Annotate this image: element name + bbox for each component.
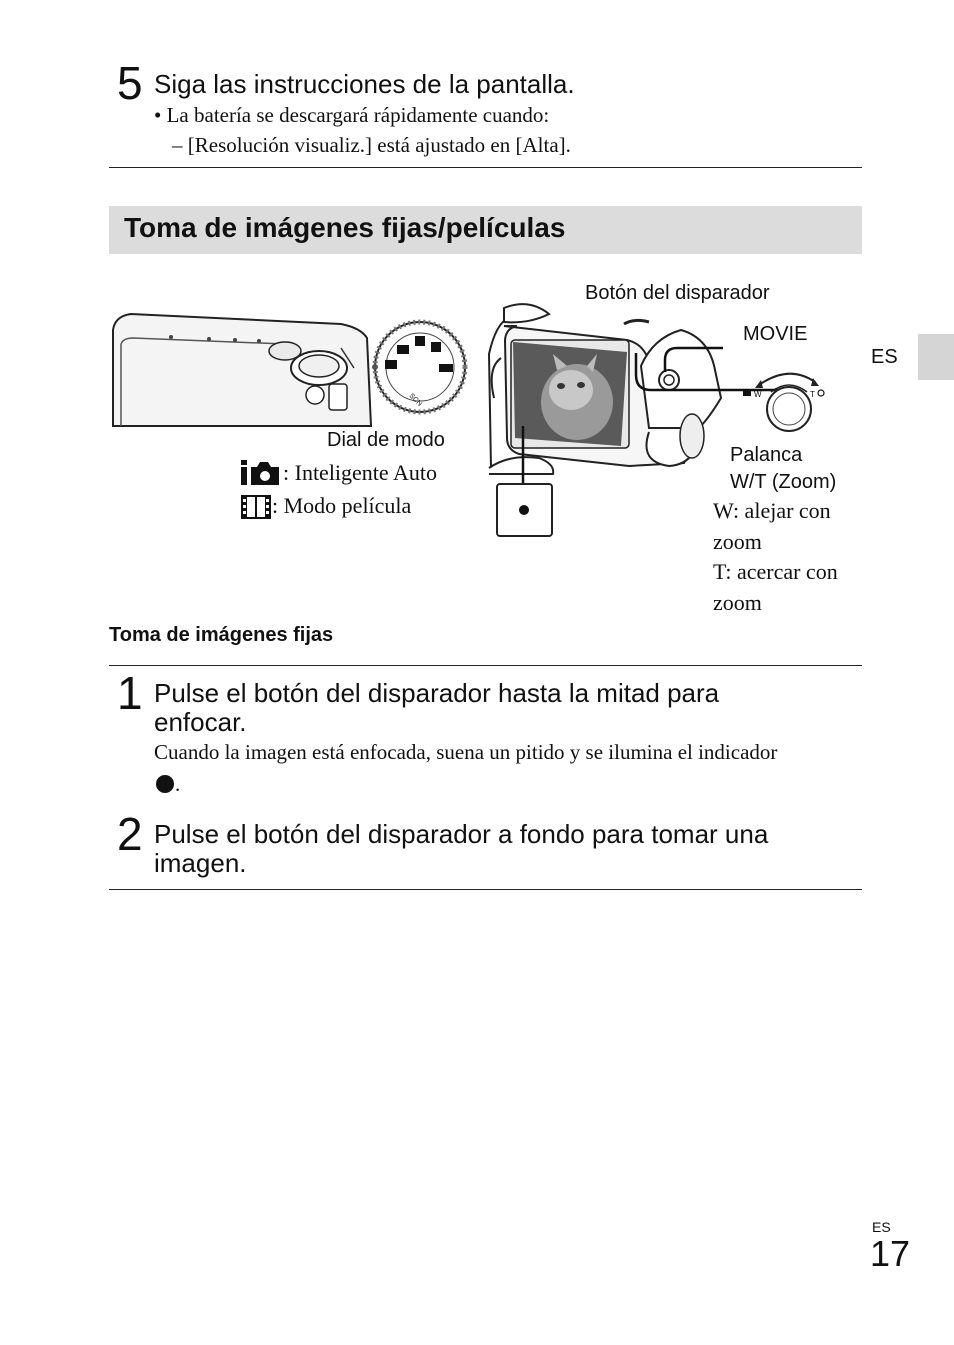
step-1-body-end: . [175, 772, 181, 796]
zoom-t-line-1: T: acercar con [713, 559, 838, 584]
movie-mode-text: : Modo película [272, 493, 412, 518]
step-2-number: 2 [117, 808, 143, 860]
footer-lang: ES [872, 1219, 891, 1235]
shutter-button-label: Botón del disparador [585, 282, 770, 304]
section-title: Toma de imágenes fijas/películas [124, 212, 566, 243]
zoom-lever-label-1: Palanca [730, 444, 803, 466]
step-5-dash: – [Resolución visualiz.] está ajustado en [Alta]. [172, 133, 571, 157]
dial-scn-text: SCN [407, 392, 423, 408]
step-2-title-line-1: Pulse el botón del disparador a fondo para tomar una [154, 819, 769, 849]
zoom-w-line-1: W: alejar con [713, 498, 831, 523]
divider [109, 665, 862, 666]
movie-mode-icon [241, 494, 271, 520]
step-1-title-line-2: enfocar. [154, 707, 247, 737]
divider [109, 889, 862, 890]
subsection-title: Toma de imágenes fijas [109, 624, 334, 646]
mode-dial-label: Dial de modo [327, 429, 445, 451]
step-5-number: 5 [117, 57, 143, 109]
step-1-number: 1 [117, 667, 143, 719]
page-number: 17 [870, 1233, 911, 1274]
lever-w-text: W [754, 390, 762, 399]
zoom-lever-label-2: W/T (Zoom) [730, 471, 837, 493]
intelligent-auto-icon [239, 458, 281, 486]
zoom-lever [743, 374, 824, 431]
zoom-w-line-2: zoom [713, 529, 762, 554]
step-1-title-line-1: Pulse el botón del disparador hasta la mitad para [154, 678, 720, 708]
step-2-title-line-2: imagen. [154, 848, 247, 878]
zoom-t-line-2: zoom [713, 590, 762, 615]
mode-dial [372, 322, 465, 412]
focus-indicator-dot [519, 505, 529, 515]
camera-top-view [113, 314, 371, 426]
movie-button-label: MOVIE [743, 323, 808, 345]
step-1-body: Cuando la imagen está enfocada, suena un pitido y se ilumina el indicador [154, 740, 778, 764]
step-5-bullet: • La batería se descargará rápidamente cuando: [154, 103, 550, 127]
side-tab-label: ES [871, 346, 898, 368]
side-tab [918, 334, 954, 380]
focus-indicator-dot [156, 775, 174, 793]
divider [109, 167, 862, 168]
lever-t-text: T [810, 390, 815, 399]
step-5-title: Siga las instrucciones de la pantalla. [154, 69, 575, 99]
intelligent-auto-text: : Inteligente Auto [283, 460, 437, 485]
